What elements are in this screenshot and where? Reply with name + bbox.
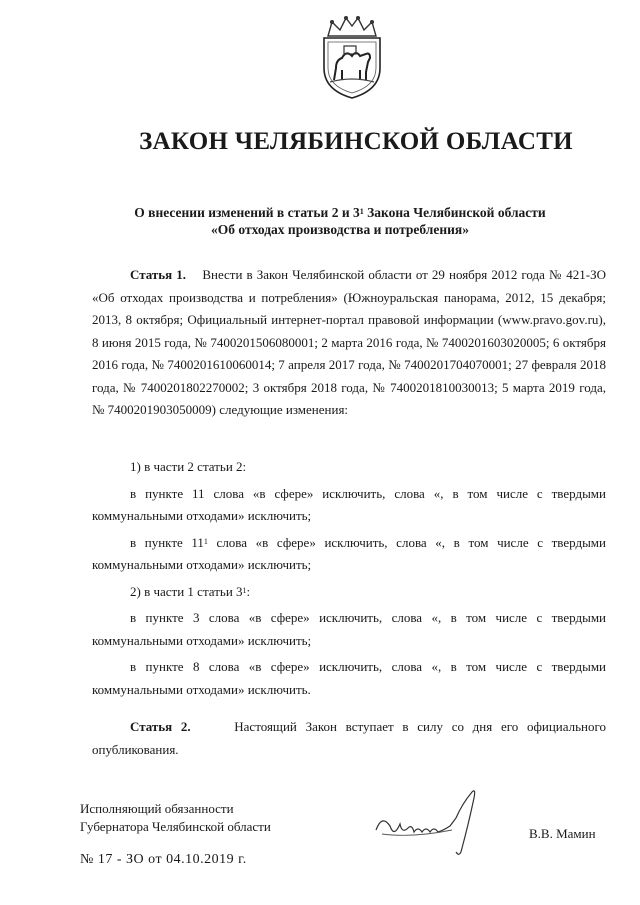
article-1 [92,264,606,422]
list-item: в пункте 8 слова «в сфере» исключить, слова «, в том числе с твердыми коммунальными отходами» исключить. [92,659,606,697]
registration-number: № 17 - ЗО от 04.10.2019 г. [80,852,247,867]
article-2-text: Настоящий Закон вступает в силу со дня его официального опубликования. [92,719,607,757]
list-item: в пункте 3 слова «в сфере» исключить, слова «, в том числе с твердыми коммунальными отходами» исключить; [92,610,606,648]
law-title: ЗАКОН ЧЕЛЯБИНСКОЙ ОБЛАСТИ [139,128,573,155]
signatory-position: Исполняющий обязанности Губернатора Челябинской области [80,801,271,834]
article-2 [92,716,606,761]
article-2-label: Статья 2. [130,719,191,734]
list-item: 2) в части 1 статьи $3^1$: [130,583,251,599]
signature-icon [372,786,492,866]
list-item: в пункте 11 слова «в сфере» исключить, слова «, в том числе с твердыми коммунальными отходами» исключить; [92,485,606,523]
amendment-items [92,456,606,705]
list-item: 1) в части 2 статьи 2: [130,459,247,474]
list-item: в пункте $11^1$ слова «в сфере» исключить, слова «, в том числе с твердыми коммунальными отходами» исключить; [92,534,606,572]
coat-of-arms-icon [314,14,390,100]
article-1-text: Внести в Закон Челябинской области от 29 ноября 2012 года № 421-ЗО «Об отходах производства и потребления» (Южноуральская панорама, 2012, 15 декабря; 2013, 8 октября; Официальный интернет-портал правовой информации (www.pravo.gov.ru), 8 июня 2015 года, № 7400201506080001; 2 марта 2016 года, № 7400201603020005; 6 октября 2016 года, № 7400201610060014; 7 апреля 2017 года, № 7400201704070001; 27 февраля 2018 года, № 7400201802270002; 3 октября 2018 года, № 7400201810030013; 5 марта 2019 года, № 7400201903050009) следующие изменения: [92,267,607,417]
article-1-label: Статья 1. [130,267,187,282]
law-subtitle: О внесении изменений в статьи 2 и $3^1$ Закона Челябинской области «Об отходах производства и потребления» [134,205,546,237]
signatory-name: В.В. Мамин [529,826,596,841]
